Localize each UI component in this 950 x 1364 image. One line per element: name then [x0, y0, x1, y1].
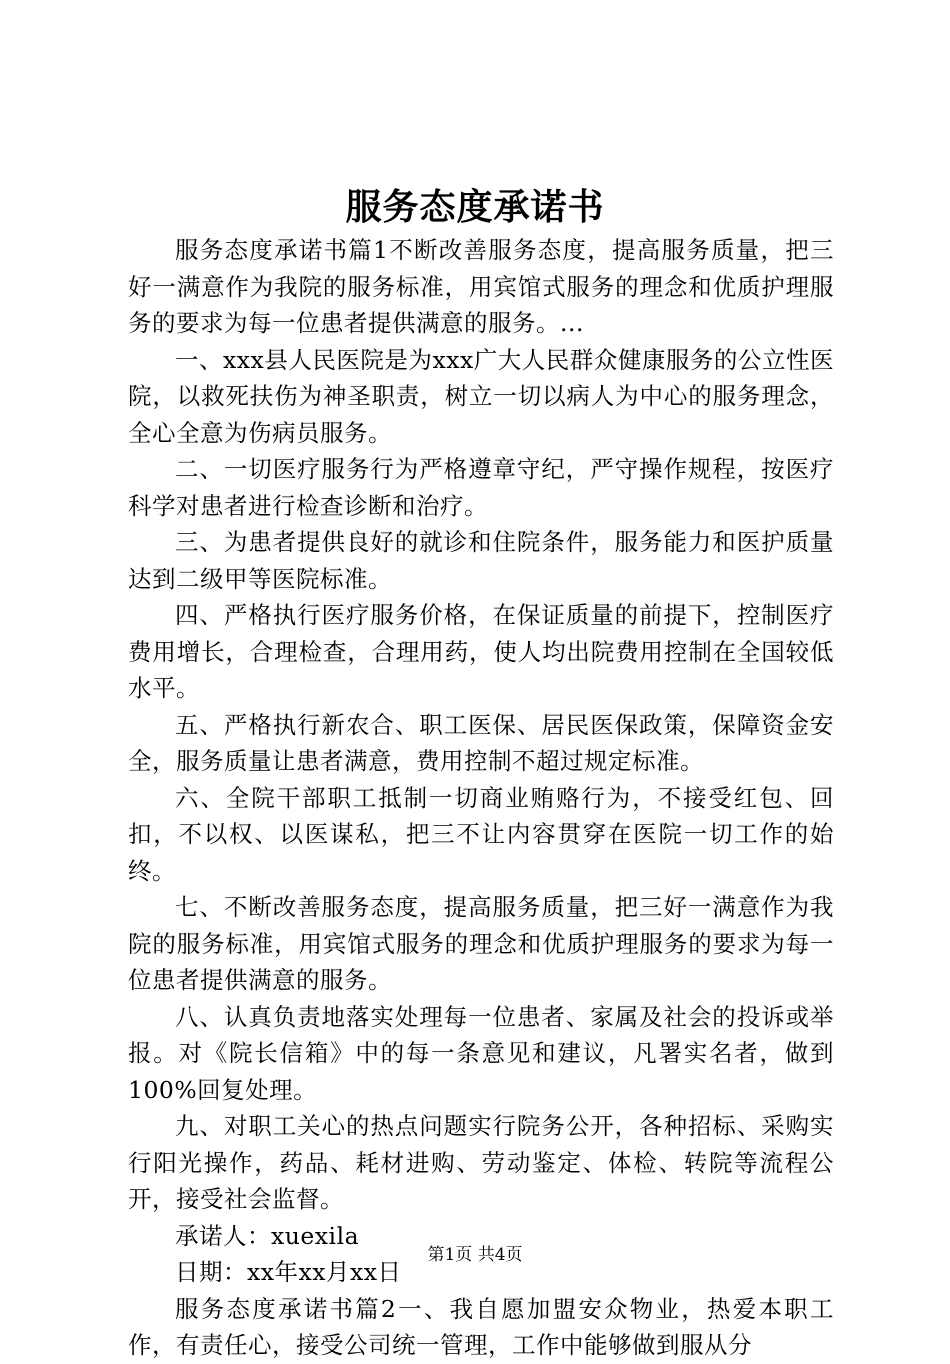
- paragraph-item-8: 八、认真负责地落实处理每一位患者、家属及社会的投诉或举报。对《院长信箱》中的每一条意见和建议，凡署实名者，做到100%回复处理。: [128, 1002, 834, 1104]
- date-line: 日期：xx年xx月xx日: [175, 1258, 402, 1286]
- paragraph-item-9: 九、对职工关心的热点问题实行院务公开，各种招标、采购实行阳光操作，药品、耗材进购、劳动鉴定、体检、转院等流程公开，接受社会监督。: [128, 1112, 834, 1213]
- signatory-line: 承诺人：xuexila: [175, 1221, 360, 1250]
- paragraph-item-5: 五、严格执行新农合、职工医保、居民医保政策，保障资金安全，服务质量让患者满意，费用控制不超过规定标准。: [128, 710, 834, 775]
- paragraph-part-2: 服务态度承诺书篇2一、我自愿加盟安众物业，热爱本职工作，有责任心，接受公司统一管理，工作中能够做到服从分: [128, 1294, 834, 1359]
- document-title: 服务态度承诺书: [345, 186, 605, 228]
- paragraph-item-4: 四、严格执行医疗服务价格，在保证质量的前提下，控制医疗费用增长，合理检查，合理用药，使人均出院费用控制在全国较低水平。: [128, 601, 834, 702]
- paragraph-intro: 服务态度承诺书篇1不断改善服务态度，提高服务质量，把三好一满意作为我院的服务标准，用宾馆式服务的理念和优质护理服务的要求为每一位患者提供满意的服务。...: [128, 236, 834, 337]
- paragraph-item-1: 一、xxx县人民医院是为xxx广大人民群众健康服务的公立性医院，以救死扶伤为神圣职责，树立一切以病人为中心的服务理念，全心全意为伤病员服务。: [128, 345, 834, 447]
- paragraph-item-3: 三、为患者提供良好的就诊和住院条件，服务能力和医护质量达到二级甲等医院标准。: [128, 528, 834, 593]
- paragraph-item-6: 六、全院干部职工抵制一切商业贿赂行为，不接受红包、回扣，不以权、以医谋私，把三不让内容贯穿在医院一切工作的始终。: [128, 783, 834, 885]
- document-body: [128, 232, 834, 1364]
- paragraph-item-2: 二、一切医疗服务行为严格遵章守纪，严守操作规程，按医疗科学对患者进行检查诊断和治疗。: [128, 455, 834, 520]
- page-footer: 第1页 共4页: [427, 1245, 523, 1265]
- paragraph-item-7: 七、不断改善服务态度，提高服务质量，把三好一满意作为我院的服务标准，用宾馆式服务的理念和优质护理服务的要求为每一位患者提供满意的服务。: [128, 893, 834, 994]
